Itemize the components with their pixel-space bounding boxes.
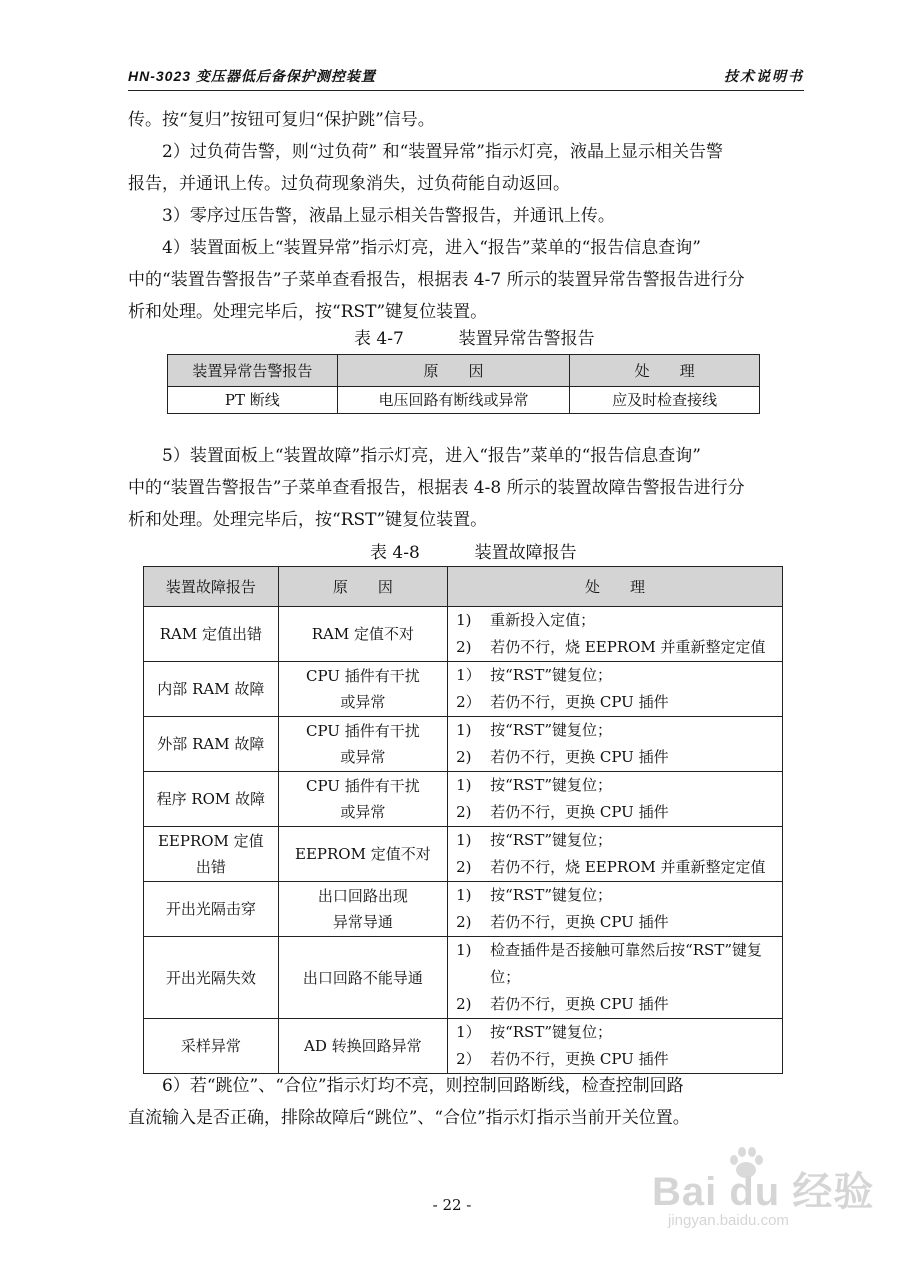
step-number: 2) — [456, 913, 472, 931]
fault-cell — [144, 882, 279, 937]
step-text: 若仍不行，更换 CPU 插件 — [490, 1050, 669, 1068]
fault-text: 出错 — [195, 858, 226, 876]
fault-cell — [144, 717, 279, 772]
table-row — [144, 717, 783, 772]
cause-cell — [278, 937, 447, 1019]
handling-cell — [448, 1019, 783, 1074]
handling-step — [448, 799, 782, 826]
body-text-middle — [128, 440, 804, 536]
step-number: 1) — [456, 831, 472, 849]
table-row — [144, 827, 783, 882]
fault-text: 开出光隔失效 — [165, 968, 256, 987]
table-4-8-title: 装置故障报告 — [474, 543, 577, 563]
watermark-logo-text: Bai du 经验 — [652, 1170, 875, 1214]
handling-step — [448, 689, 782, 716]
cause-cell — [278, 882, 447, 937]
cause-cell — [278, 607, 447, 662]
cause-text: CPU 插件有干扰 — [306, 722, 420, 740]
handling-step — [448, 634, 782, 661]
table-4-7-number: 表 4-7 — [354, 329, 404, 349]
fault-text: RAM 定值出错 — [159, 625, 262, 643]
handling-step — [448, 909, 782, 936]
column-header: 装置异常告警报告 — [168, 355, 338, 387]
step-number: 1） — [456, 1023, 481, 1041]
step-text: 若仍不行，更换 CPU 插件 — [490, 995, 669, 1013]
fault-text: 程序 ROM 故障 — [156, 790, 266, 808]
step-number: 1) — [456, 611, 472, 629]
fault-cell — [144, 772, 279, 827]
handling-cell — [448, 882, 783, 937]
step-number: 2) — [456, 803, 472, 821]
table-4-8-caption — [370, 538, 577, 563]
step-number: 1) — [456, 776, 472, 794]
fault-text: EEPROM 定值 — [157, 832, 264, 850]
watermark-url: jingyan.baidu.com — [668, 1212, 789, 1229]
handling-step — [448, 991, 782, 1018]
table-row — [144, 937, 783, 1019]
column-header: 原 因 — [278, 567, 447, 607]
handling-step — [448, 662, 782, 689]
step-number: 1) — [456, 721, 472, 739]
paragraph-1: 传。按“复归”按钮可复归“保护跳”信号。 — [128, 110, 435, 130]
handling-cell — [448, 827, 783, 882]
step-number: 2) — [456, 858, 472, 876]
fault-cell — [144, 662, 279, 717]
cause-text: 出口回路不能导通 — [302, 968, 423, 987]
handling-step — [448, 882, 782, 909]
cause-cell — [278, 827, 447, 882]
step-text: 按“RST”键复位； — [490, 886, 612, 904]
handling-cell — [448, 662, 783, 717]
table-row — [144, 882, 783, 937]
paragraph-4-line-3: 析和处理。处理完毕后，按“RST”键复位装置。 — [128, 302, 488, 322]
fault-text: 采样异常 — [180, 1037, 241, 1055]
step-text: 若仍不行，更换 CPU 插件 — [490, 748, 669, 766]
handling-cell — [448, 772, 783, 827]
body-text-top — [128, 104, 804, 328]
paragraph-3: 3）零序过压告警，液晶上显示相关告警报告，并通讯上传。 — [162, 206, 615, 226]
step-text: 重新投入定值； — [490, 611, 596, 629]
cause-text: 或异常 — [340, 748, 386, 766]
table-row — [144, 662, 783, 717]
step-number: 2) — [456, 748, 472, 766]
fault-cell — [144, 607, 279, 662]
step-number: 2） — [456, 1050, 481, 1068]
watermark — [648, 1146, 875, 1246]
handling-step — [448, 937, 782, 991]
handling-step — [448, 1019, 782, 1046]
column-header: 原 因 — [337, 355, 570, 387]
fault-text: 外部 RAM 故障 — [157, 735, 265, 753]
paragraph-2-line-1: 2）过负荷告警，则“过负荷” 和“装置异常”指示灯亮，液晶上显示相关告警 — [162, 142, 723, 162]
step-text: 按“RST”键复位； — [490, 1023, 612, 1041]
step-number: 1) — [456, 886, 472, 904]
column-header: 处 理 — [570, 355, 760, 387]
fault-cell: PT 断线 — [168, 387, 338, 414]
column-header: 装置故障报告 — [144, 567, 279, 607]
cause-text: CPU 插件有干扰 — [306, 667, 420, 685]
paragraph-2-line-2: 报告，并通讯上传。过负荷现象消失，过负荷能自动返回。 — [128, 174, 570, 194]
step-text: 若仍不行，烧 EEPROM 并重新整定定值 — [490, 858, 766, 876]
paragraph-5-line-3: 析和处理。处理完毕后，按“RST”键复位装置。 — [128, 510, 488, 530]
step-text: 按“RST”键复位； — [490, 776, 612, 794]
document-title: HN-3023 变压器低后备保护测控装置 — [128, 68, 376, 84]
step-text: 若仍不行，更换 CPU 插件 — [490, 913, 669, 931]
table-4-8-number: 表 4-8 — [370, 543, 420, 563]
table-4-7-title: 装置异常告警报告 — [458, 329, 595, 349]
document-type: 技术说明书 — [724, 68, 804, 84]
step-number: 2) — [456, 638, 472, 656]
fault-cell — [144, 1019, 279, 1074]
handling-cell — [448, 937, 783, 1019]
page-number: - 22 - — [432, 1196, 472, 1214]
cause-text: 出口回路出现 — [317, 887, 408, 905]
paragraph-6-line-1: 6）若“跳位”、“合位”指示灯均不亮，则控制回路断线，检查控制回路 — [162, 1076, 684, 1096]
handling-step — [448, 744, 782, 771]
cause-text: CPU 插件有干扰 — [306, 777, 420, 795]
step-text: 若仍不行，烧 EEPROM 并重新整定定值 — [490, 638, 766, 656]
column-header: 处 理 — [448, 567, 783, 607]
cause-text: EEPROM 定值不对 — [295, 845, 431, 863]
table-4-7-caption — [354, 324, 595, 349]
paragraph-6-line-2: 直流输入是否正确，排除故障后“跳位”、“合位”指示灯指示当前开关位置。 — [128, 1108, 690, 1128]
table-4-8 — [143, 566, 783, 1074]
cause-text: 或异常 — [340, 803, 386, 821]
cause-text: AD 转换回路异常 — [304, 1037, 422, 1055]
handling-cell: 应及时检查接线 — [570, 387, 760, 414]
table-row — [144, 1019, 783, 1074]
handling-cell — [448, 607, 783, 662]
cause-cell — [278, 662, 447, 717]
handling-step — [448, 772, 782, 799]
cause-cell — [278, 772, 447, 827]
cause-cell — [278, 717, 447, 772]
fault-cell — [144, 937, 279, 1019]
cause-cell: 电压回路有断线或异常 — [337, 387, 570, 414]
handling-cell — [448, 717, 783, 772]
table-row — [168, 387, 760, 414]
step-text: 若仍不行，更换 CPU 插件 — [490, 803, 669, 821]
paragraph-4-line-2: 中的“装置告警报告”子菜单查看报告，根据表 4-7 所示的装置异常告警报告进行分 — [128, 270, 745, 290]
handling-step — [448, 607, 782, 634]
table-header-row — [144, 567, 783, 607]
handling-step — [448, 854, 782, 881]
step-text: 检查插件是否接触可靠然后按“RST”键复位； — [490, 941, 762, 986]
fault-text: 开出光隔击穿 — [165, 900, 256, 918]
cause-text: 异常导通 — [332, 913, 393, 931]
paragraph-5-line-2: 中的“装置告警报告”子菜单查看报告，根据表 4-8 所示的装置故障告警报告进行分 — [128, 478, 745, 498]
fault-text: 内部 RAM 故障 — [157, 680, 265, 698]
step-text: 按“RST”键复位； — [490, 721, 612, 739]
step-text: 若仍不行，更换 CPU 插件 — [490, 693, 669, 711]
table-row — [144, 607, 783, 662]
step-number: 1) — [456, 941, 472, 959]
step-number: 2) — [456, 995, 472, 1013]
body-text-bottom — [128, 1070, 804, 1134]
cause-text: RAM 定值不对 — [311, 625, 414, 643]
table-4-7 — [167, 354, 760, 414]
cause-text: 或异常 — [340, 693, 386, 711]
table-row — [144, 772, 783, 827]
paragraph-4-line-1: 4）装置面板上“装置异常”指示灯亮，进入“报告”菜单的“报告信息查询” — [162, 238, 701, 258]
cause-cell — [278, 1019, 447, 1074]
handling-step — [448, 1046, 782, 1073]
step-text: 按“RST”键复位； — [490, 666, 612, 684]
handling-step — [448, 827, 782, 854]
fault-cell — [144, 827, 279, 882]
paragraph-5-line-1: 5）装置面板上“装置故障”指示灯亮，进入“报告”菜单的“报告信息查询” — [162, 446, 701, 466]
step-number: 2） — [456, 693, 481, 711]
page-header — [128, 64, 804, 91]
step-text: 按“RST”键复位； — [490, 831, 612, 849]
step-number: 1） — [456, 666, 481, 684]
handling-step — [448, 717, 782, 744]
table-header-row — [168, 355, 760, 387]
